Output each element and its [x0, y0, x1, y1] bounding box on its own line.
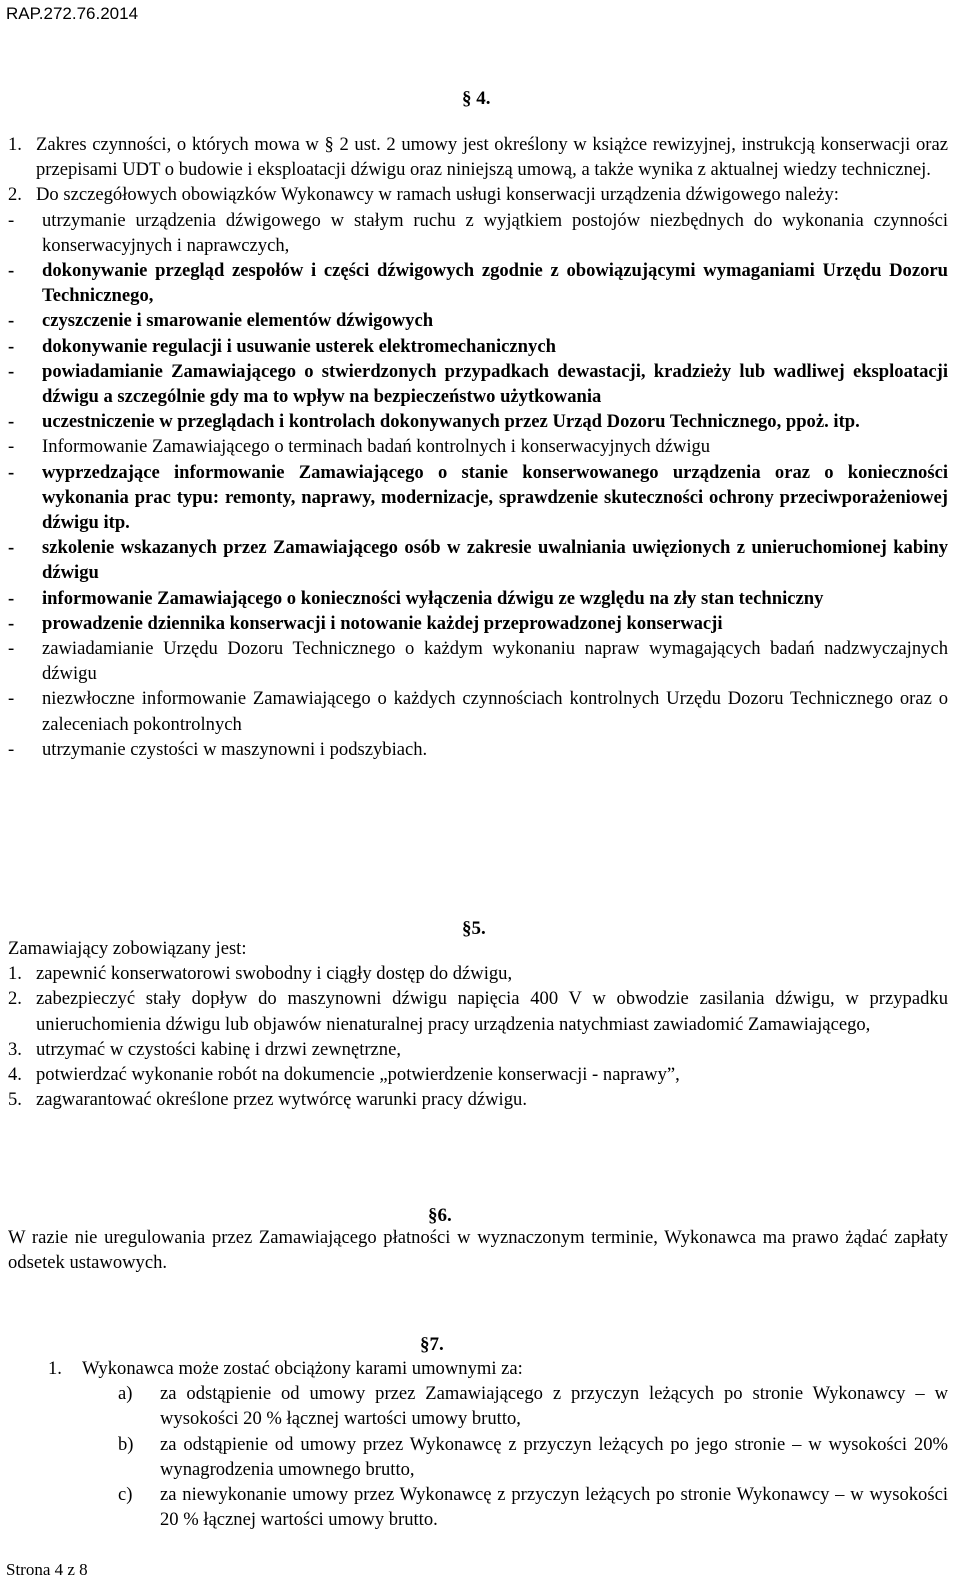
duty-item — [8, 535, 948, 585]
duty-text: utrzymanie czystości w maszynowni i podszybiach. — [42, 738, 428, 760]
section-7-heading: §7. — [420, 1334, 444, 1355]
section-4-item-2 — [8, 182, 948, 207]
dash-marker: - — [8, 738, 15, 760]
duty-text: Informowanie Zamawiającego o terminach badań kontrolnych i konserwacyjnych dźwigu — [42, 436, 711, 458]
item-number: 1. — [8, 134, 22, 155]
dash-marker: - — [8, 436, 15, 458]
section-4-body — [8, 132, 948, 762]
section-7-body — [8, 1356, 948, 1532]
penalty-subitem — [8, 1482, 948, 1532]
item-text: Do szczegółowych obowiązków Wykonawcy w ramach usługi konserwacji urządzenia dźwigowego należy: — [36, 184, 839, 206]
item-text: potwierdzać wykonanie robót na dokumencie „potwierdzenie konserwacji - naprawy”, — [36, 1064, 680, 1086]
duty-item — [8, 208, 948, 258]
duty-text: dokonywanie regulacji i usuwanie usterek elektromechanicznych — [42, 335, 556, 357]
duty-text: szkolenie wskazanych przez Zamawiającego osób w zakresie uwalniania uwięzionych z unieruchomionej kabiny dźwigu — [42, 537, 948, 584]
duty-item — [8, 636, 948, 686]
document-id: RAP.272.76.2014 — [6, 4, 139, 23]
dash-marker: - — [8, 587, 15, 609]
duty-text: powiadamianie Zamawiającego o stwierdzonych przypadkach dewastacji, kradzieży lub wadliwej eksploatacji dźwigu a szczególnie gdy ma to wpływ na bezpieczeństwo użytkowania — [42, 360, 948, 408]
obligation-item — [8, 1037, 948, 1062]
dash-marker: - — [8, 411, 15, 433]
item-number: 1. — [8, 963, 22, 985]
dash-marker: - — [8, 360, 15, 382]
section-4-heading: § 4. — [462, 88, 491, 109]
obligation-item — [8, 1087, 948, 1112]
dash-marker: - — [8, 461, 15, 483]
item-number: 2. — [8, 988, 22, 1010]
subitem-text: za odstąpienie od umowy przez Zamawiającego z przyczyn leżących po stronie Wykonawcy – w wysokości 20 % łącznej wartości umowy brutto, — [160, 1383, 948, 1430]
item-number: 5. — [8, 1089, 22, 1111]
subitem-text: za niewykonanie umowy przez Wykonawcę z przyczyn leżących po stronie Wykonawcy – w wysokości 20 % łącznej wartości umowy brutto. — [160, 1484, 948, 1531]
duty-item — [8, 334, 948, 359]
subitem-text: za odstąpienie od umowy przez Wykonawcę z przyczyn leżących po jego stronie – w wysokości 20% wynagrodzenia umownego brutto, — [160, 1433, 948, 1480]
section-5-intro: Zamawiający zobowiązany jest: — [8, 938, 247, 959]
item-text: Zakres czynności, o których mowa w § 2 ust. 2 umowy jest określony w książce rewizyjnej, instrukcją konserwacji oraz przepisami UDT o budowie i eksploatacji dźwigu oraz niniejszą umową, a także wynika z aktualnej wiedzy technicznej. — [36, 134, 948, 181]
dash-marker: - — [8, 310, 15, 332]
duty-item — [8, 434, 948, 459]
duty-text: czyszczenie i smarowanie elementów dźwigowych — [42, 310, 434, 332]
section-7-item-1 — [8, 1356, 948, 1381]
duty-item — [8, 586, 948, 611]
duty-text: wyprzedzające informowanie Zamawiającego o stanie konserwowanego urządzenia oraz o konieczności wykonania prac typu: remonty, naprawy, modernizacje, sprawdzenie skuteczności ochrony przeciwporażeniowej dźwigu itp. — [42, 461, 948, 534]
duty-item — [8, 359, 948, 409]
duty-item — [8, 737, 948, 762]
penalty-subitem — [8, 1432, 948, 1482]
item-text: zapewnić konserwatorowi swobodny i ciągły dostęp do dźwigu, — [36, 963, 513, 985]
duty-text: zawiadamianie Urzędu Dozoru Technicznego o każdym wykonaniu napraw wymagających badań nadzwyczajnych dźwigu — [42, 638, 948, 685]
dash-marker: - — [8, 612, 15, 634]
item-number: 1. — [48, 1358, 62, 1379]
dash-marker: - — [8, 638, 15, 660]
dash-marker: - — [8, 688, 15, 710]
obligation-item — [8, 986, 948, 1036]
item-number: 2. — [8, 184, 22, 206]
item-text: Wykonawca może zostać obciążony karami umownymi za: — [82, 1358, 523, 1379]
item-text: zagwarantować określone przez wytwórcę warunki pracy dźwigu. — [36, 1089, 527, 1111]
penalty-subitem — [8, 1381, 948, 1431]
duty-item — [8, 611, 948, 636]
subitem-label: c) — [118, 1484, 133, 1506]
section-6-heading: §6. — [428, 1205, 452, 1226]
duty-item — [8, 686, 948, 736]
page-number: Strona 4 z 8 — [6, 1560, 88, 1579]
dash-marker: - — [8, 335, 15, 357]
item-text: utrzymać w czystości kabinę i drzwi zewnętrzne, — [36, 1038, 402, 1060]
dash-marker: - — [8, 260, 15, 282]
section-5-body — [8, 936, 948, 1112]
duty-text: uczestniczenie w przeglądach i kontrolach dokonywanych przez Urząd Dozoru Technicznego, ppoż. itp. — [42, 411, 860, 433]
dash-marker: - — [8, 537, 15, 559]
section-5-heading: §5. — [462, 918, 486, 939]
duty-item — [8, 460, 948, 536]
section-6-text: W razie nie uregulowania przez Zamawiającego płatności w wyznaczonym terminie, Wykonawca ma prawo żądać zapłaty odsetek ustawowych. — [8, 1227, 948, 1274]
duty-text: informowanie Zamawiającego o konieczności wyłączenia dźwigu ze względu na zły stan techniczny — [42, 587, 824, 609]
subitem-label: b) — [118, 1433, 134, 1455]
obligation-item — [8, 961, 948, 986]
section-4-item-1 — [8, 132, 948, 182]
obligation-item — [8, 1062, 948, 1087]
item-text: zabezpieczyć stały dopływ do maszynowni dźwigu napięcia 400 V w obwodzie zasilania dźwigu, w przypadku unieruchomienia dźwigu lub objawów nienaturalnej pracy urządzenia natychmiast zawiadomić Zamawiającego, — [36, 988, 948, 1035]
dash-marker: - — [8, 209, 15, 231]
duty-text: prowadzenie dziennika konserwacji i notowanie każdej przeprowadzonej konserwacji — [42, 612, 723, 634]
duty-text: utrzymanie urządzenia dźwigowego w stałym ruchu z wyjątkiem postojów niezbędnych do wykonania czynności konserwacyjnych i naprawczych, — [42, 209, 948, 256]
duty-text: dokonywanie przegląd zespołów i części dźwigowych zgodnie z obowiązującymi wymaganiami Urzędu Dozoru Technicznego, — [42, 260, 948, 307]
duty-item — [8, 258, 948, 308]
item-number: 4. — [8, 1064, 22, 1086]
item-number: 3. — [8, 1038, 22, 1060]
duty-item — [8, 308, 948, 333]
subitem-label: a) — [118, 1383, 133, 1405]
duty-text: niezwłoczne informowanie Zamawiającego o każdych czynnościach kontrolnych Urzędu Dozoru Technicznego oraz o zaleceniach pokontrolnych — [42, 688, 948, 735]
duty-item — [8, 409, 948, 434]
